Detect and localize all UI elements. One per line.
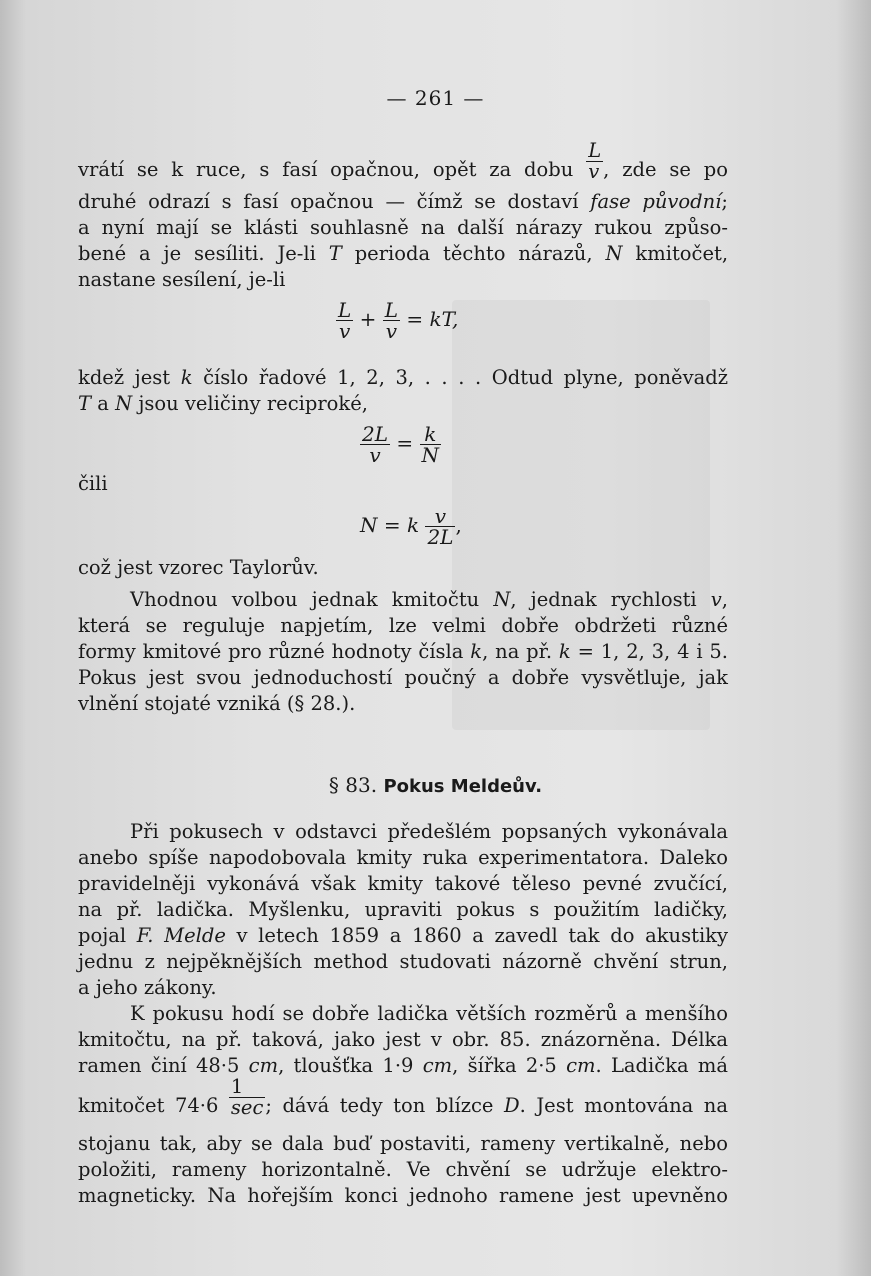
- text-line: bené a je sesíliti. Je-li T perioda těchto nárazů, N kmitočet,: [78, 242, 729, 265]
- text-line: jednu z nejpěknějších method studovati názorně chvění strun,: [78, 950, 728, 973]
- text-line: která se reguluje napjetím, lze velmi dobře obdržeti různé: [78, 614, 728, 637]
- text-line: T a N jsou veličiny reciproké,: [78, 392, 368, 415]
- text-line: kdež jest k číslo řadové 1, 2, 3, . . . . Odtud plyne, poněvadž: [78, 366, 728, 389]
- text-line: druhé odrazí s fasí opačnou — čímž se dostaví fase původní;: [78, 190, 728, 213]
- text-line: což jest vzorec Taylorův.: [78, 556, 319, 579]
- equation-1: $\frac{L}{v}$ + $\frac{L}{v}$ = kT,: [338, 298, 459, 343]
- text-line: a jeho zákony.: [78, 976, 217, 999]
- fraction-L-over-v: $\frac{L}{v}$: [588, 139, 602, 183]
- text-line: stojanu tak, aby se dala buď postaviti, rameny vertikalně, nebo: [78, 1132, 728, 1155]
- text-line: kmitočet 74·6 $\frac{1}{\sec}$ ; dává tedy ton blízce D. Jest montována na: [78, 1075, 728, 1119]
- section-number: § 83.: [328, 773, 378, 797]
- text-line: nastane sesílení, je-li: [78, 268, 286, 291]
- text-line: anebo spíše napodobovala kmity ruka experimentatora. Daleko: [78, 846, 728, 869]
- text-line: ramen činí 48·5 cm, tloušťka 1·9 cm, šířka 2·5 cm. Ladička má: [78, 1054, 728, 1077]
- text-line: magneticky. Na hořejším konci jednoho ramene jest upevněno: [78, 1184, 728, 1207]
- text-line: pravidelněji vykonává však kmity takové těleso pevné zvučící,: [78, 872, 728, 895]
- text-line: pojal F. Melde v letech 1859 a 1860 a zavedl tak do akustiky: [78, 924, 729, 947]
- text-line: položiti, rameny horizontalně. Ve chvění se udržuje elektro-: [78, 1158, 728, 1181]
- text-line: vlnění stojaté vzniká (§ 28.).: [78, 692, 356, 715]
- fraction-1-over-sec: $\frac{1}{\sec}$: [230, 1075, 264, 1119]
- equation-2: $\frac{2L}{v}$ = $\frac{k}{N}$: [362, 422, 439, 467]
- text-line: čili: [78, 472, 108, 495]
- text-line: kmitočtu, na př. taková, jako jest v obr. 85. znázorněna. Délka: [78, 1028, 728, 1051]
- page-number: — 261 —: [386, 86, 485, 110]
- text-line: Při pokusech v odstavci předešlém popsaných vykonávala: [130, 820, 728, 843]
- section-heading: [0, 770, 871, 800]
- section-title: Pokus Meldeův.: [383, 776, 543, 797]
- equation-3: N = k $\frac{v}{2L}$ ,: [360, 504, 462, 549]
- text-line: vrátí se k ruce, s fasí opačnou, opět za dobu $\frac{L}{v}$ , zde se po: [78, 139, 728, 183]
- text-line: K pokusu hodí se dobře ladička větších rozměrů a menšího: [130, 1002, 728, 1025]
- text-line: na př. ladička. Myšlenku, upraviti pokus s použitím ladičky,: [78, 898, 728, 921]
- text-line: Vhodnou volbou jednak kmitočtu N, jednak rychlosti v,: [130, 588, 728, 611]
- text-line: a nyní mají se klásti souhlasně na další nárazy rukou způso-: [78, 216, 728, 239]
- text-line: formy kmitové pro různé hodnoty čísla k, na př. k = 1, 2, 3, 4 i 5.: [78, 640, 729, 663]
- text-line: Pokus jest svou jednoduchostí poučný a dobře vysvětluje, jak: [78, 666, 728, 689]
